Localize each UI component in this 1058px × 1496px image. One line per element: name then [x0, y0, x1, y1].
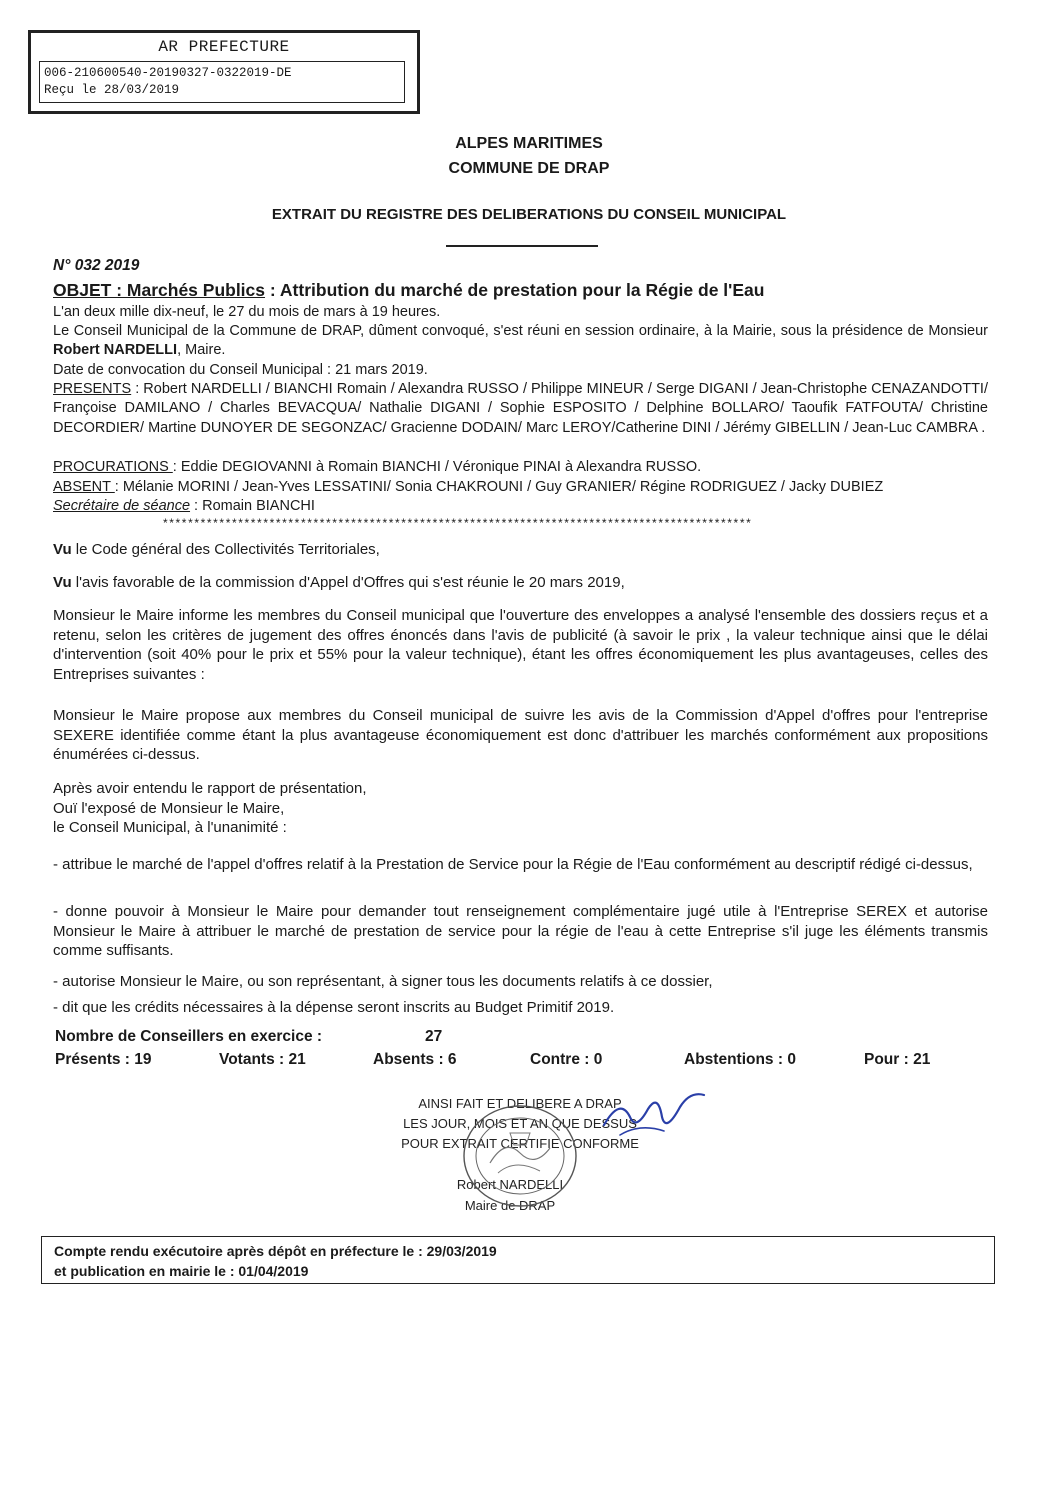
conseillers-label: Nombre de Conseillers en exercice : [55, 1028, 323, 1045]
signature-title: Maire de DRAP [464, 1198, 556, 1213]
stamp-inner-box [39, 61, 405, 103]
signature-line-2: LES JOUR, MOIS ET AN QUE DESSUS [403, 1116, 637, 1131]
vu-label: Vu [53, 541, 72, 558]
header-commune: COMMUNE DE DRAP [448, 160, 610, 177]
absent-block [53, 478, 988, 497]
vote-abstentions: Abstentions : 0 [684, 1051, 796, 1068]
stamp-id: 006-210600540-20190327-0322019-DE [44, 66, 292, 80]
vu-commission-text: l'avis favorable de la commission d'Appel d'Offres qui s'est réunie le 20 mars 2019, [71, 574, 625, 591]
presents-list: : Robert NARDELLI / BIANCHI Romain / Alexandra RUSSO / Philippe MINEUR / Serge DIGANI / Jean-Christophe CENAZANDOTTI/ Françoise DAMILANO / Charles BEVACQUA/ Nathalie DIGANI / Sophie ESPOSITO / Delphine BOLLARO/ Taoufik FATFOUTA/ Christine DECORDIER/ Martine DUNOYER DE SEGONZAC/ Gracienne DODAIN/ Marc LEROY/Catherine DINI / Jérémy GIBELLIN / Jean-Luc CAMBRA . [53, 381, 988, 436]
procurations-label: PROCURATIONS [53, 459, 173, 475]
footer-box [41, 1236, 995, 1284]
paragraph-information: Monsieur le Maire informe les membres du Conseil municipal que l'ouverture des enveloppes a analysé l'ensemble des dossiers reçus et a retenu, selon les critères de jugement des offres énoncés dans l'avis de publicité (à savoir le prix , la valeur technique ainsi que le délai d'intervention (soit 40% pour le prix et 55% pour la valeur technique), étant les offres économiquement les plus avantageuses, celles des Entreprises suivantes : [53, 607, 988, 683]
intro-president: Robert NARDELLI [53, 342, 178, 359]
objet-label: OBJET : Marchés Publics [53, 280, 266, 300]
separator-stars: ********************************************************************************************** [163, 516, 753, 530]
vote-contre: Contre : 0 [530, 1051, 603, 1068]
absent-list: : Mélanie MORINI / Jean-Yves LESSATINI/ Sonia CHAKROUNI / Guy GRANIER/ Régine RODRIGUEZ / Jacky DUBIEZ [114, 479, 884, 495]
footer-prefecture: Compte rendu exécutoire après dépôt en préfecture le : 29/03/2019 [54, 1243, 497, 1259]
decision-credits: - dit que les crédits nécessaires à la dépense seront inscrits au Budget Primitif 2019. [53, 999, 615, 1016]
footer-publication: et publication en mairie le : 01/04/2019 [54, 1263, 309, 1279]
ar-prefecture-stamp [28, 30, 420, 114]
intro-date: L'an deux mille dix-neuf, le 27 du mois de mars à 19 heures. [53, 304, 441, 320]
deliberation-objet [53, 280, 764, 301]
rapport-line: le Conseil Municipal, à l'unanimité : [53, 819, 287, 836]
stamp-received: Reçu le 28/03/2019 [44, 83, 180, 97]
intro-session-end: , Maire. [177, 342, 226, 359]
paragraph-proposition: Monsieur le Maire propose aux membres du Conseil municipal de suivre les avis de la Commission d'Appel d'offres pour l'entreprise SEXERE identifiée comme étant la plus avantageuse économiquement est donc d'attribuer les marchés conformément aux propositions énumérées ci-dessus. [53, 707, 988, 763]
presents-label: PRESENTS [53, 381, 132, 397]
vu-code-text: le Code général des Collectivités Territoriales, [71, 541, 380, 558]
vu-code [53, 540, 988, 560]
vote-votants: Votants : 21 [219, 1051, 306, 1068]
absent-label: ABSENT [53, 479, 115, 495]
stamp-title: AR PREFECTURE [158, 38, 290, 56]
vu-label: Vu [53, 574, 72, 591]
header-department: ALPES MARITIMES [455, 135, 603, 152]
objet-text: : Attribution du marché de prestation pour la Régie de l'Eau [265, 280, 765, 300]
mayor-signature-icon [600, 1087, 710, 1147]
paragraph-rapport [53, 779, 988, 838]
header-register: EXTRAIT DU REGISTRE DES DELIBERATIONS DU CONSEIL MUNICIPAL [271, 206, 787, 223]
signature-name: Robert NARDELLI [456, 1177, 564, 1192]
signature-line-3: POUR EXTRAIT CERTIFIE CONFORME [401, 1136, 639, 1151]
secretaire-block [53, 497, 988, 516]
secretaire-name: : Romain BIANCHI [190, 498, 315, 514]
decision-attribue: - attribue le marché de l'appel d'offres relatif à la Prestation de Service pour la Régie de l'Eau conformément au descriptif rédigé ci-dessus, [53, 856, 973, 873]
procurations-block [53, 458, 988, 477]
presents-block [53, 380, 988, 438]
deliberation-number: N° 032 2019 [53, 257, 140, 274]
vu-commission [53, 573, 988, 593]
decision-pouvoir: - donne pouvoir à Monsieur le Maire pour demander tout renseignement complémentaire jugé utile à l'Entreprise SEREX et autorise Monsieur le Maire à attribuer le marché de prestation de service pour la régie de l'eau à cette Entreprise s'il juge les éléments transmis comme suffisants. [53, 903, 988, 959]
procurations-list: : Eddie DEGIOVANNI à Romain BIANCHI / Véronique PINAI à Alexandra RUSSO. [172, 459, 702, 475]
vote-pour: Pour : 21 [864, 1051, 931, 1068]
decision-signature: - autorise Monsieur le Maire, ou son représentant, à signer tous les documents relatifs à ce dossier, [53, 973, 713, 990]
rapport-line: Après avoir entendu le rapport de présentation, [53, 780, 367, 797]
municipal-seal-icon [460, 1103, 580, 1209]
vote-absents: Absents : 6 [373, 1051, 457, 1068]
intro-convocation: Date de convocation du Conseil Municipal : 21 mars 2019. [53, 362, 428, 378]
intro-session [53, 322, 988, 361]
rapport-line: Ouï l'exposé de Monsieur le Maire, [53, 799, 285, 817]
signature-line-1: AINSI FAIT ET DELIBERE A DRAP [418, 1096, 622, 1111]
vote-presents: Présents : 19 [55, 1051, 152, 1068]
intro-session-text: Le Conseil Municipal de la Commune de DRAP, dûment convoqué, s'est réuni en session ordinaire, à la Mairie, sous la présidence de Monsieur [53, 323, 988, 339]
header-divider [446, 245, 598, 247]
conseillers-count: 27 [425, 1028, 443, 1045]
secretaire-label: Secrétaire de séance [53, 498, 191, 514]
